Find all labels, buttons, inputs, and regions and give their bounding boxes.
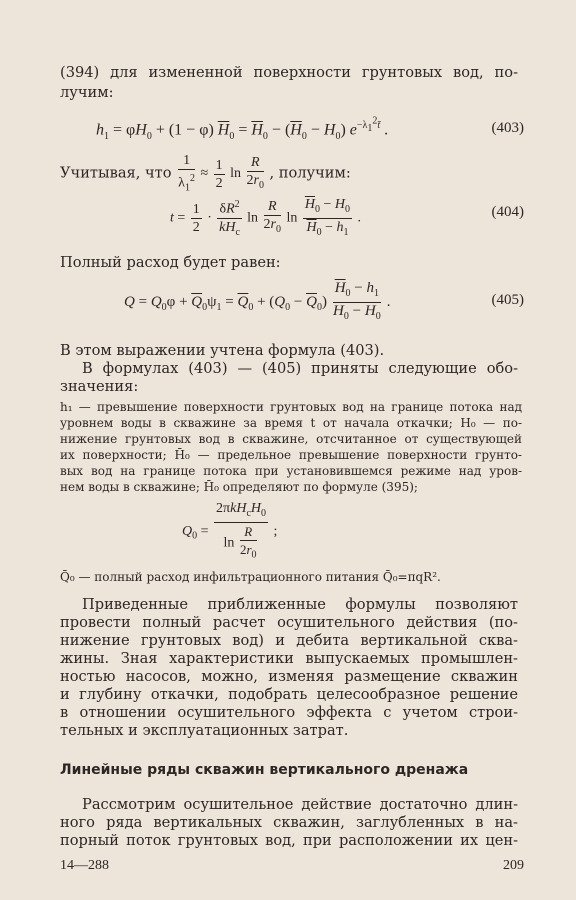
paragraph-line-4: жины. Зная характеристики выпускаемых промышлен- — [60, 650, 518, 667]
page-number: 209 — [503, 858, 524, 873]
considering-suffix: , получим: — [269, 164, 351, 182]
lambda-approx: $\frac{1}{\lambda_1^2}$ ≈ $\frac{1}{2}$ ln $\frac{R}{2r_0}$ — [178, 153, 264, 194]
paragraph-line-7: в отношении осушительного эффекта с учетом строи- — [60, 704, 518, 721]
paragraph-line-2: провести полный расчет осушительного действия (по- — [60, 614, 518, 631]
expression-line: В этом выражении учтена формула (403). — [60, 342, 385, 359]
final-line-2: ного ряда вертикальных скважин, заглубленных в на- — [60, 814, 518, 831]
formula-405: $Q = Q_0\varphi + \overline{Q}_0\psi_1 = \overline{Q}_0 + (Q_0 - \overline{Q}_0)$ $\frac{\overline{H}_0 - h_1}{\overline{H}_0 - H_0}$ . — [124, 280, 391, 322]
q0-definition: Q̄₀ — полный расход инфильтрационного питания Q̄₀=πqR². — [60, 570, 441, 584]
considering-prefix: Учитывая, что — [60, 164, 172, 182]
definition-line-2: уровнем воды в скважине за время t от начала откачки; H₀ — по- — [60, 416, 522, 430]
definition-line-4: их поверхности; H̄₀ — предельное превышение поверхности грунто- — [60, 448, 522, 462]
equation-number-404: (404) — [491, 204, 524, 220]
final-line-3: порный поток грунтовых вод, при расположении их цен- — [60, 832, 518, 849]
intro-line-1: (394) для измененной поверхности грунтовых вод, по- — [60, 64, 518, 81]
paragraph-line-1: Приведенные приближенные формулы позволяют — [82, 596, 518, 613]
signature-mark: 14—288 — [60, 858, 109, 873]
paragraph-line-6: и глубину откачки, подобрать целесообразное решение — [60, 686, 518, 703]
total-flow-line: Полный расход будет равен: — [60, 254, 281, 271]
equation-number-403: (403) — [491, 120, 524, 136]
final-line-1: Рассмотрим осушительное действие достаточно длин- — [82, 796, 518, 813]
intro-line-2: лучим: — [60, 84, 114, 101]
paragraph-line-3: нижение грунтовых вод) и дебита вертикальной сква- — [60, 632, 518, 649]
definition-line-5: вых вод на границе потока при установившемся режиме над уров- — [60, 464, 522, 478]
section-heading: Линейные ряды скважин вертикального дренажа — [60, 762, 469, 778]
formula-403: $h_1 = \varphi H_0 + (1 - \varphi) \overline{H}_0 = \overline{H}_0 - (\overline{H}_0 - H_0)$ $e^{-\lambda_1^2t̄}$ . — [96, 116, 389, 142]
equation-number-405: (405) — [491, 292, 524, 308]
considering-line — [60, 152, 351, 196]
paragraph-line-8: тельных и эксплуатационных затрат. — [60, 722, 349, 739]
definition-line-1: h₁ — превышение поверхности грунтовых вод на границе потока над — [60, 400, 522, 414]
formula-404: t = $\frac{1}{2}$ · $\frac{\delta R^2}{kH_c}$ ln $\frac{R}{2r_0}$ ln $\frac{\overline{H}_0 - H_0}{\overline{H}_0 - h_1}$ . — [170, 197, 362, 238]
formula-q0: $Q_0$ = $2\pi kH_cH_0$ ln $\frac{R}{2r_0}$ ; — [182, 501, 278, 561]
definition-line-3: нижение грунтовых вод в скважине, отсчитанное от существующей — [60, 432, 522, 446]
definition-line-6: нем воды в скважине; H̄₀ определяют по формуле (395); — [60, 480, 418, 494]
notation-line-1: В формулах (403) — (405) приняты следующие обо- — [82, 360, 518, 377]
paragraph-line-5: ностью насосов, можно, изменяя размещение скважин — [60, 668, 518, 685]
notation-line-2: значения: — [60, 378, 139, 395]
